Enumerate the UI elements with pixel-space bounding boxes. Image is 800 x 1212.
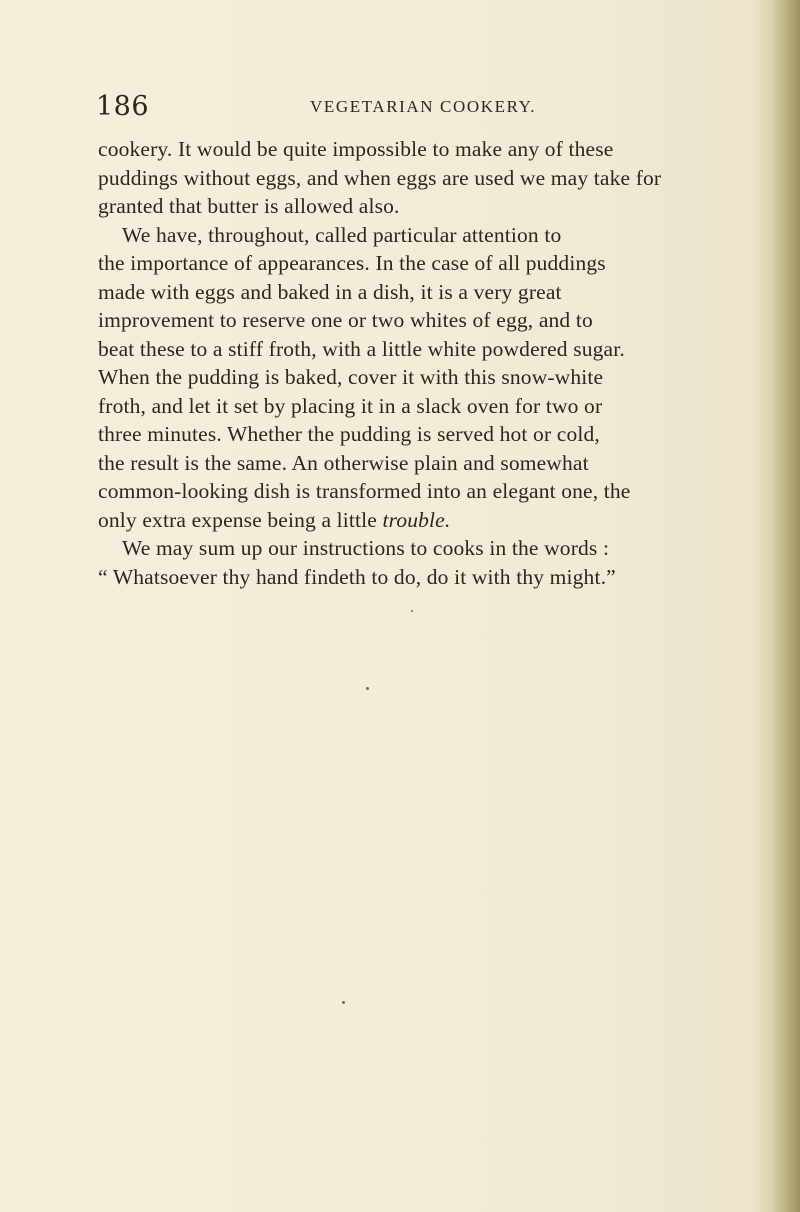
running-title: VEGETARIAN COOKERY.	[310, 97, 537, 116]
text-line: We may sum up our instructions to cooks in the words :	[122, 536, 610, 560]
text-line: “ Whatsoever thy hand findeth to do, do it with thy might.”	[98, 564, 616, 589]
paper-speck	[366, 687, 369, 690]
text-line: When the pudding is baked, cover it with this snow-white	[98, 365, 604, 389]
text-line: granted that butter is allowed also.	[98, 194, 400, 218]
text-line: made with eggs and baked in a dish, it is a very great	[98, 279, 562, 304]
page-number: 186	[96, 91, 150, 122]
text-line: beat these to a stiff froth, with a little white powdered sugar.	[98, 336, 625, 361]
text-line: three minutes. Whether the pudding is served hot or cold,	[98, 422, 600, 446]
italic-word: trouble.	[382, 507, 451, 532]
text-line: improvement to reserve one or two whites of egg, and to	[98, 308, 593, 332]
text-line: the importance of appearances. In the case of all puddings	[98, 251, 606, 275]
paper-speck	[342, 1001, 345, 1004]
text-line: cookery. It would be quite impossible to make any of these	[98, 137, 614, 161]
text-line: We have, throughout, called particular attention to	[122, 222, 562, 247]
paragraph-1	[98, 135, 738, 221]
paper-speck	[411, 610, 413, 612]
text-segment: only extra expense being a little	[98, 507, 383, 532]
text-line: common-looking dish is transformed into an elegant one, the	[98, 479, 631, 503]
binding-shadow	[772, 0, 800, 1212]
body-text	[98, 135, 738, 591]
text-line: the result is the same. An otherwise plain and somewhat	[98, 450, 589, 475]
running-head	[96, 90, 716, 124]
paragraph-3	[98, 534, 738, 591]
text-line: puddings without eggs, and when eggs are used we may take for	[98, 165, 662, 190]
text-line	[98, 506, 738, 535]
text-line: froth, and let it set by placing it in a slack oven for two or	[98, 393, 603, 418]
paragraph-2	[98, 221, 738, 535]
